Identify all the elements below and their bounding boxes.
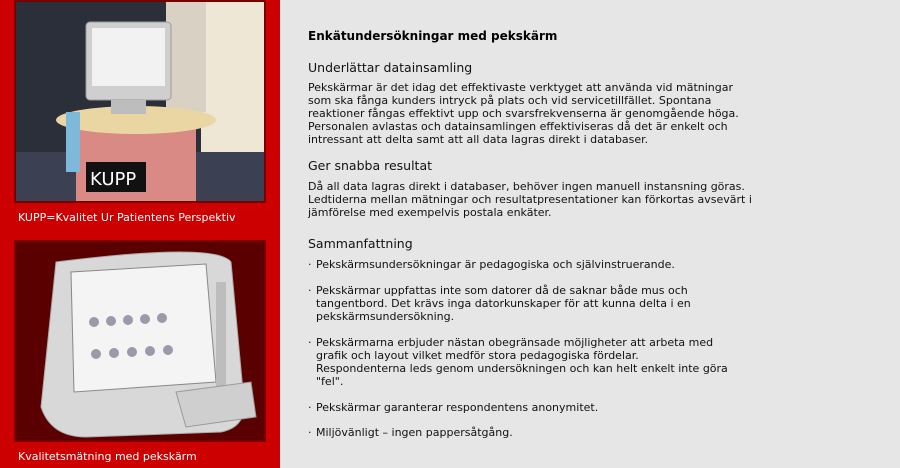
- list-item: [308, 401, 728, 414]
- list-item: [308, 258, 728, 271]
- kiosk-brand-text: KUPP: [90, 169, 137, 190]
- section-heading-datainsamling: Underlättar datainsamling: [308, 60, 473, 75]
- list-item: [308, 426, 728, 439]
- touchscreen-photo: [14, 240, 266, 442]
- touchscreen-illustration: [16, 242, 264, 440]
- bullet-icon: ·: [308, 284, 312, 297]
- list-item-text: Pekskärmar garanterar respondentens anonymitet.: [316, 401, 599, 414]
- kiosk-photo: [14, 0, 266, 203]
- list-item-text: Miljövänligt – ingen pappersåtgång.: [316, 426, 513, 439]
- kiosk-photo-caption: KUPP=Kvalitet Ur Patientens Perspektiv: [18, 211, 236, 224]
- section-text-datainsamling: Pekskärmar är det idag det effektivaste verktyget att använda vid mätningar som ska fånga kunders intryck på plats och vid servicetillfället. Spontana reaktioner fångas effektivt upp och svarsfrekvenserna är genomgående höga. Personalen avlastas och datainsamlingen effektiviseras då det är enkelt och intressant att delta samt att all data lagras direkt i databaser.: [308, 81, 739, 146]
- list-item-text: Pekskärmarna erbjuder nästan obegränsade möjligheter att arbeta med grafik och layout vilket medför stora pedagogiska fördelar. Respondenterna leds genom undersökningen och kan helt enkelt inte göra "fel".: [316, 336, 728, 388]
- bullet-icon: ·: [308, 258, 312, 271]
- list-item-text: Pekskärmar uppfattas inte som datorer då de saknar både mus och tangentbord. Det krävs inga datorkunskaper för att kunna delta i en pekskärmsundersökning.: [316, 284, 691, 323]
- bullet-icon: ·: [308, 336, 312, 349]
- section-heading-resultat: Ger snabba resultat: [308, 158, 433, 173]
- list-item-text: Pekskärmsundersökningar är pedagogiska och självinstruerande.: [316, 258, 675, 271]
- left-sidebar: [0, 0, 280, 468]
- kiosk-photo-illustration: [16, 2, 264, 201]
- page-title: Enkätundersökningar med pekskärm: [308, 29, 558, 43]
- touchscreen-photo-caption: Kvalitetsmätning med pekskärm: [18, 450, 197, 463]
- section-heading-sammanfattning: Sammanfattning: [308, 236, 413, 251]
- bullet-icon: ·: [308, 401, 312, 414]
- section-text-resultat: Då all data lagras direkt i databaser, behöver ingen manuell instansning göras. Ledtiderna mellan mätningar och resultatpresentationer kan förkortas avsevärt i jämförelse med exempelvis postala enkäter.: [308, 180, 752, 219]
- bullet-icon: ·: [308, 426, 312, 439]
- list-item: [308, 336, 728, 388]
- list-item: [308, 284, 728, 323]
